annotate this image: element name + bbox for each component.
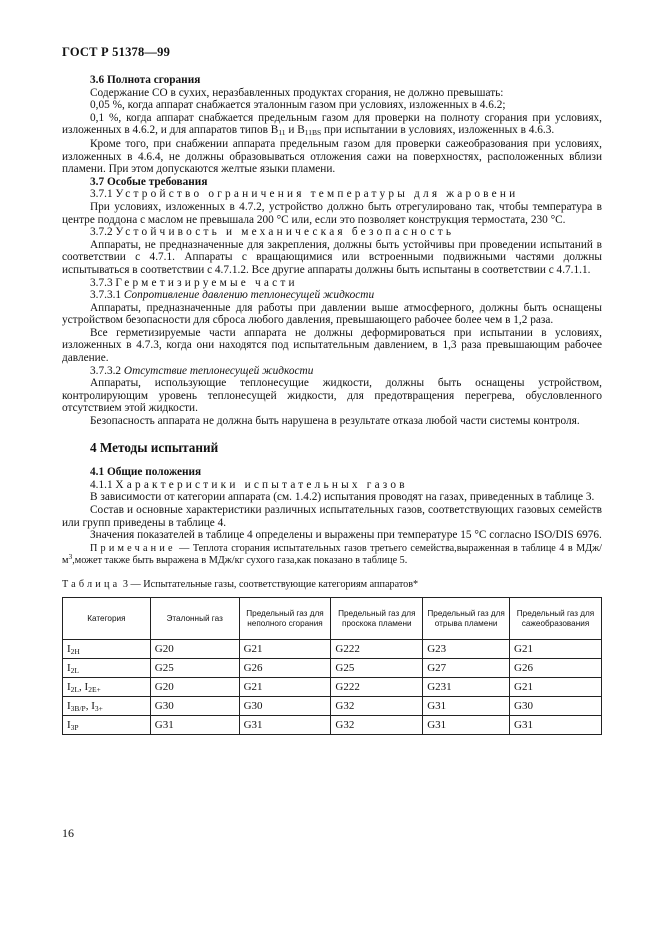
category-subscript: 3+ <box>94 703 103 713</box>
category-cell <box>63 640 151 659</box>
subscript: 11BS <box>304 128 322 138</box>
page-number: 16 <box>62 826 74 840</box>
subsection-title: Устройство ограничения температуры для жаровени <box>115 188 519 201</box>
gas-cell: G20 <box>150 640 239 659</box>
category-symbol: I <box>67 642 71 655</box>
subsection-title: Сопротивление давлению теплонесущей жидкости <box>123 289 375 302</box>
table-caption-text: 3 — Испытательные газы, соответствующие категориям аппаратов* <box>120 578 419 590</box>
section-heading-3-7: 3.7 Особые требования <box>90 175 208 188</box>
table-caption <box>62 579 602 592</box>
table-header-row <box>63 598 602 640</box>
gas-cell: G32 <box>331 697 423 716</box>
subsection-number: 4.1.1 <box>90 478 113 491</box>
column-header: Категория <box>63 598 151 640</box>
paragraph: Кроме того, при снабжении аппарата предельным газом для проверки сажеобразования при условиях, изложенных в 4.6.4, не должны образовываться отложения сажи на поверхностях, расположенных вблизи пламени. При этом допускаются желтые языки пламени. <box>62 137 602 176</box>
category-cell <box>63 697 151 716</box>
category-symbol: I <box>67 699 71 712</box>
subsection-title: Характеристики испытательных газов <box>115 478 408 491</box>
category-subscript: 3B/P <box>70 703 86 713</box>
paragraph: Безопасность аппарата не должна быть нарушена в результате отказа любой части системы контроля. <box>90 415 580 428</box>
category-cell <box>63 678 151 697</box>
superscript: 3 <box>68 551 73 561</box>
category-cell <box>63 659 151 678</box>
gas-cell: G31 <box>423 697 510 716</box>
table-row <box>63 640 602 659</box>
gas-cell: G31 <box>150 716 239 735</box>
section-heading-4-1: 4.1 Общие положения <box>90 466 202 479</box>
paragraph: Аппараты, использующие теплонесущие жидкости, должны быть оснащены устройством, контролирующим уровень теплонесущей жидкости, для предотвращения перегрева, обусловленного отсутствием этой жидкости. <box>62 377 602 415</box>
text-run: ,может также быть выражена в МДж/кг сухого газа,как показано в таблице 5. <box>72 554 408 566</box>
gas-cell: G21 <box>510 678 602 697</box>
subsection-number: 3.7.2 <box>90 226 113 239</box>
test-gases-table <box>62 597 602 735</box>
subscript: 11 <box>278 128 286 138</box>
gas-cell: G31 <box>423 716 510 735</box>
text-run: 0,1 %, когда аппарат снабжается предельным газом для проверки на полноту сгорания при условиях, изложенных в 4.6.2, и для аппаратов типов В <box>62 111 602 137</box>
subsection-heading-3-7-3-2 <box>62 365 602 378</box>
category-symbol: I <box>67 680 71 693</box>
table-row <box>63 659 602 678</box>
category-subscript: 2L <box>70 665 80 675</box>
gas-cell: G25 <box>331 659 423 678</box>
category-symbol: , I <box>85 699 95 712</box>
gas-cell: G222 <box>331 640 423 659</box>
paragraph: В зависимости от категории аппарата (см. 1.4.2) испытания проводят на газах, приведенных в таблице 3. <box>90 491 595 504</box>
subsection-number: 3.7.1 <box>90 188 113 201</box>
gas-cell: G27 <box>423 659 510 678</box>
paragraph: Состав и основные характеристики различных испытательных газов, соответствующих газовых семейств или групп приведены в таблице 4. <box>62 504 602 529</box>
note <box>62 543 602 567</box>
subsection-heading-3-7-3 <box>62 277 602 290</box>
table-row <box>63 678 602 697</box>
table-row <box>63 716 602 735</box>
gas-cell: G31 <box>239 716 331 735</box>
subsection-heading-3-7-2 <box>62 226 602 239</box>
category-subscript: 2H <box>70 646 80 656</box>
chapter-heading-4: 4 Методы испытаний <box>90 439 219 455</box>
gas-cell: G20 <box>150 678 239 697</box>
gas-cell: G32 <box>331 716 423 735</box>
note-label: Примечание <box>90 542 176 554</box>
paragraph: Аппараты, не предназначенные для закрепления, должны быть устойчивы при проведении испытаний в соответствии с 4.7.1. Аппараты с вращающимися или встроенными подвижными частями должны испытываться в соответствии с 4.7.1.2. Все другие аппараты должны быть испытаны в соответствии с 4.7.1.1. <box>62 238 602 276</box>
paragraph: Содержание СО в сухих, неразбавленных продуктах сгорания, не должно превышать: <box>90 86 504 99</box>
category-cell <box>63 716 151 735</box>
gas-cell: G222 <box>331 678 423 697</box>
subsection-heading-3-7-1 <box>62 188 602 201</box>
table-caption-label: Таблица <box>62 578 121 590</box>
gas-cell: G30 <box>239 697 331 716</box>
document-body <box>62 74 602 735</box>
paragraph: При условиях, изложенных в 4.7.2, устройство должно быть отрегулировано так, чтобы температура в центре поддона с маслом не превышала 200 °С или, если это позволяет конструкция термостата, 230 °С. <box>62 200 602 226</box>
gas-cell: G26 <box>239 659 331 678</box>
gas-cell: G21 <box>239 640 331 659</box>
category-subscript: 2L <box>70 684 80 694</box>
subsection-number: 3.7.3 <box>90 276 113 289</box>
gas-cell: G21 <box>239 678 331 697</box>
column-header: Предельный газ для отрыва пламени <box>423 598 510 640</box>
gas-cell: G231 <box>423 678 510 697</box>
column-header: Предельный газ для проскока пламени <box>331 598 423 640</box>
subsection-title: Герметизируемые части <box>115 276 298 289</box>
gas-cell: G23 <box>423 640 510 659</box>
table-row <box>63 697 602 716</box>
column-header: Предельный газ для неполного сгорания <box>239 598 331 640</box>
gas-cell: G21 <box>510 640 602 659</box>
paragraph: Все герметизируемые части аппарата не должны деформироваться при испытании в условиях, изложенных в 4.7.3, когда они находятся под испытательным давлением, в 1,3 раза превышающим рабочее давление. <box>62 326 602 365</box>
section-heading-3-6: 3.6 Полнота сгорания <box>90 74 201 86</box>
subsection-heading-3-7-3-1 <box>62 289 602 302</box>
category-subscript: 3P <box>70 722 79 732</box>
gas-cell: G31 <box>510 716 602 735</box>
subsection-title: Устойчивость и механическая безопасность <box>115 226 455 239</box>
paragraph: Аппараты, предназначенные для работы при давлении выше атмосферного, должны быть оснащены устройством безопасности для сброса любого давления, превышающего рабочее более чем в 1,2 раза. <box>62 301 602 327</box>
subsection-number: 3.7.3.1 <box>90 289 122 302</box>
subsection-title: Отсутствие теплонесущей жидкости <box>123 364 314 377</box>
gas-cell: G30 <box>150 697 239 716</box>
gas-cell: G26 <box>510 659 602 678</box>
category-subscript: 2E+ <box>88 684 101 694</box>
paragraph <box>62 112 602 138</box>
category-symbol: , I <box>79 680 89 693</box>
gas-cell: G30 <box>510 697 602 716</box>
paragraph: 0,05 %, когда аппарат снабжается эталонным газом при условиях, изложенных в 4.6.2; <box>90 99 506 112</box>
text-run: при испытании в условиях, изложенных в 4.6.3. <box>321 124 555 137</box>
column-header: Эталонный газ <box>150 598 239 640</box>
gas-cell: G25 <box>150 659 239 678</box>
paragraph: Значения показателей в таблице 4 определены и выражены при температуре 15 °С согласно ISO/DIS 6976. <box>90 529 602 542</box>
subsection-heading-4-1-1 <box>62 479 602 492</box>
subsection-number: 3.7.3.2 <box>90 364 122 377</box>
category-symbol: I <box>67 718 71 731</box>
table-body <box>63 640 602 735</box>
text-run: — Теплота сгорания испытательных газов третьего семейства,выраженная в таблице 4 в МДж/м <box>62 542 602 566</box>
text-run: и В <box>285 124 305 137</box>
category-symbol: I <box>67 661 71 674</box>
column-header: Предельный газ для сажеобразования <box>510 598 602 640</box>
document-header: ГОСТ Р 51378—99 <box>62 45 171 59</box>
